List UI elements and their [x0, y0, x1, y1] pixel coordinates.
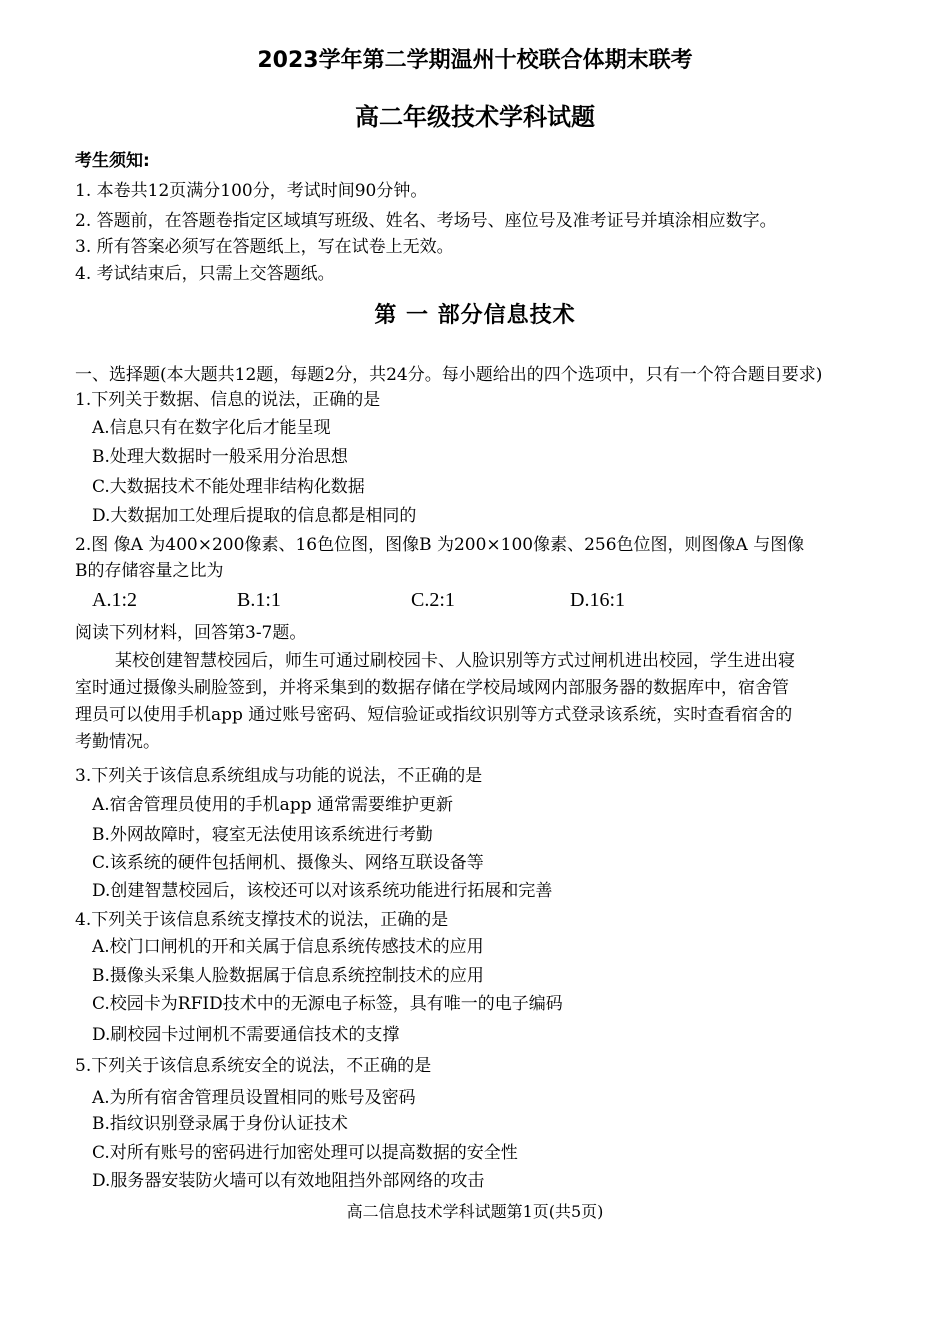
question-3-stem: 3.下列关于该信息系统组成与功能的说法，不正确的是	[75, 766, 483, 786]
question-2-stem: 2.图 像A 为400×200像素、16色位图，图像B 为200×100像素、256色位图，则图像A 与图像	[75, 535, 805, 555]
question-3-option: C.该系统的硬件包括闸机、摄像头、网络互联设备等	[92, 853, 484, 873]
question-5-option: A.为所有宿舍管理员设置相同的账号及密码	[92, 1088, 416, 1108]
exam-subtitle: 高二年级技术学科试题	[355, 103, 595, 131]
question-1-stem: 1.下列关于数据、信息的说法，正确的是	[75, 390, 381, 410]
section-title: 第 一 部分信息技术	[374, 303, 576, 328]
question-5-option: D.服务器安装防火墙可以有效地阻挡外部网络的攻击	[92, 1171, 485, 1191]
question-2-option: B.1:1	[237, 589, 281, 611]
notice-item: 2. 答题前，在答题卷指定区域填写班级、姓名、考场号、座位号及准考证号并填涂相应数字。	[75, 211, 777, 231]
part1-intro: 一、选择题(本大题共12题，每题2分，共24分。每小题给出的四个选项中，只有一个符合题目要求)	[75, 365, 823, 385]
notice-heading: 考生须知:	[75, 151, 150, 171]
question-4-option: A.校门口闸机的开和关属于信息系统传感技术的应用	[92, 937, 484, 957]
question-3-option: A.宿舍管理员使用的手机app 通常需要维护更新	[92, 795, 453, 815]
notice-item: 1. 本卷共12页满分100分，考试时间90分钟。	[75, 181, 428, 201]
passage-line: 考勤情况。	[75, 732, 160, 752]
exam-title: 2023学年第二学期温州十校联合体期末联考	[257, 48, 693, 73]
question-3-option: D.创建智慧校园后，该校还可以对该系统功能进行拓展和完善	[92, 881, 553, 901]
question-2-option: D.16:1	[570, 589, 625, 611]
question-5-option: C.对所有账号的密码进行加密处理可以提高数据的安全性	[92, 1143, 518, 1163]
passage-line: 室时通过摄像头刷脸签到，并将采集到的数据存储在学校局域网内部服务器的数据库中，宿舍管	[75, 678, 789, 698]
question-3-option: B.外网故障时，寝室无法使用该系统进行考勤	[92, 825, 433, 845]
question-1-option: D.大数据加工处理后提取的信息都是相同的	[92, 506, 417, 526]
question-4-option: D.刷校园卡过闸机不需要通信技术的支撑	[92, 1025, 400, 1045]
question-1-option: C.大数据技术不能处理非结构化数据	[92, 477, 365, 497]
page-footer: 高二信息技术学科试题第1页(共5页)	[346, 1202, 604, 1221]
passage-line: 某校创建智慧校园后，师生可通过刷校园卡、人脸识别等方式过闸机进出校园，学生进出寝	[115, 651, 795, 671]
question-4-option: C.校园卡为RFID技术中的无源电子标签，具有唯一的电子编码	[92, 994, 563, 1014]
question-4-stem: 4.下列关于该信息系统支撑技术的说法，正确的是	[75, 910, 449, 930]
question-5-stem: 5.下列关于该信息系统安全的说法，不正确的是	[75, 1056, 432, 1076]
notice-item: 4. 考试结束后，只需上交答题纸。	[75, 264, 335, 284]
passage-line: 理员可以使用手机app 通过账号密码、短信验证或指纹识别等方式登录该系统，实时查看宿舍的	[75, 705, 793, 725]
question-2-option: C.2:1	[411, 589, 455, 611]
question-1-option: B.处理大数据时一般采用分治思想	[92, 447, 348, 467]
question-2-option: A.1:2	[92, 589, 137, 611]
question-1-option: A.信息只有在数字化后才能呈现	[92, 418, 331, 438]
question-4-option: B.摄像头采集人脸数据属于信息系统控制技术的应用	[92, 966, 484, 986]
question-2-stem-cont: B的存储容量之比为	[75, 561, 224, 581]
question-5-option: B.指纹识别登录属于身份认证技术	[92, 1114, 348, 1134]
reading-intro: 阅读下列材料，回答第3-7题。	[75, 623, 307, 643]
notice-item: 3. 所有答案必须写在答题纸上，写在试卷上无效。	[75, 237, 454, 257]
